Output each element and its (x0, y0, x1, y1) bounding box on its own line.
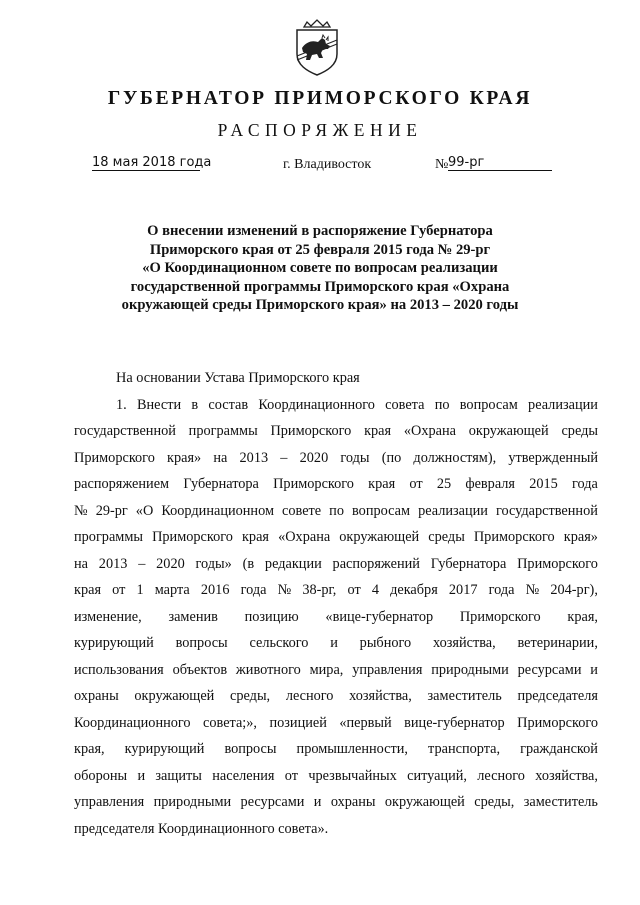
paragraph-line: № 29-рг «О Координационном совете по вопросам реализации государственной (74, 502, 598, 519)
paragraph-line: Координационного совета;», позицией «первый вице-губернатор Приморского (74, 714, 598, 731)
paragraph-line: Приморского края» на 2013 – 2020 годы (по должностям), утвержденный (74, 449, 598, 466)
paragraph-line: программы Приморского края «Охрана окружающей среды Приморского края» (74, 529, 598, 545)
paragraph-line: использования объектов животного мира, управления природными ресурсами и (74, 661, 598, 678)
issuer-title: ГУБЕРНАТОР ПРИМОРСКОГО КРАЯ (107, 88, 533, 109)
paragraph-line: государственной программы Приморского края «Охрана окружающей среды (74, 423, 598, 439)
document-body (74, 365, 598, 842)
subject-line: О внесении изменений в распоряжение Губернатора (147, 223, 493, 239)
paragraph-line: на 2013 – 2020 годы» (в редакции распоряжений Губернатора Приморского (74, 555, 598, 572)
subject-line: государственной программы Приморского края «Охрана (130, 278, 510, 295)
paragraph-line: обороны и защиты населения от чрезвычайных ситуаций, лесного хозяйства, (74, 767, 598, 784)
paragraph-line: курирующий вопросы сельского и рыбного хозяйства, ветеринарии, (74, 635, 598, 651)
paragraph-line: председателя Координационного совета». (74, 820, 329, 837)
document-subject (80, 222, 560, 315)
document-number: 99-рг (448, 155, 552, 171)
paragraph-line: края от 1 марта 2016 года № 38-рг, от 4 декабря 2017 года № 204-рг), (74, 582, 598, 598)
paragraph-line: охраны окружающей среды, лесного хозяйства, заместитель председателя (74, 688, 598, 704)
document-type: РАСПОРЯЖЕНИЕ (217, 120, 423, 140)
document-date: 18 мая 2018 года (92, 155, 212, 170)
document-city: г. Владивосток (283, 157, 372, 172)
paragraph-line: края, курирующий вопросы промышленности, транспорта, гражданской (74, 741, 598, 757)
paragraph-line: изменение, заменив позицию «вице-губернатор Приморского края, (74, 608, 598, 625)
paragraph-line: распоряжением Губернатора Приморского края от 25 февраля 2015 года (74, 476, 598, 492)
coat-of-arms-icon (292, 18, 342, 76)
paragraph-1 (74, 392, 598, 843)
paragraph-line: управления природными ресурсами и охраны окружающей среды, заместитель (74, 794, 598, 810)
subject-line: Приморского края от 25 февраля 2015 года № 29-рг (149, 241, 491, 258)
subject-line: «О Координационном совете по вопросам реализации (142, 260, 498, 277)
basis-line: На основании Устава Приморского края (116, 370, 360, 386)
paragraph-line: 1. Внести в состав Координационного совета по вопросам реализации (116, 396, 598, 413)
subject-line: окружающей среды Приморского края» на 2013 – 2020 годы (121, 297, 519, 314)
number-label: № (435, 157, 449, 172)
